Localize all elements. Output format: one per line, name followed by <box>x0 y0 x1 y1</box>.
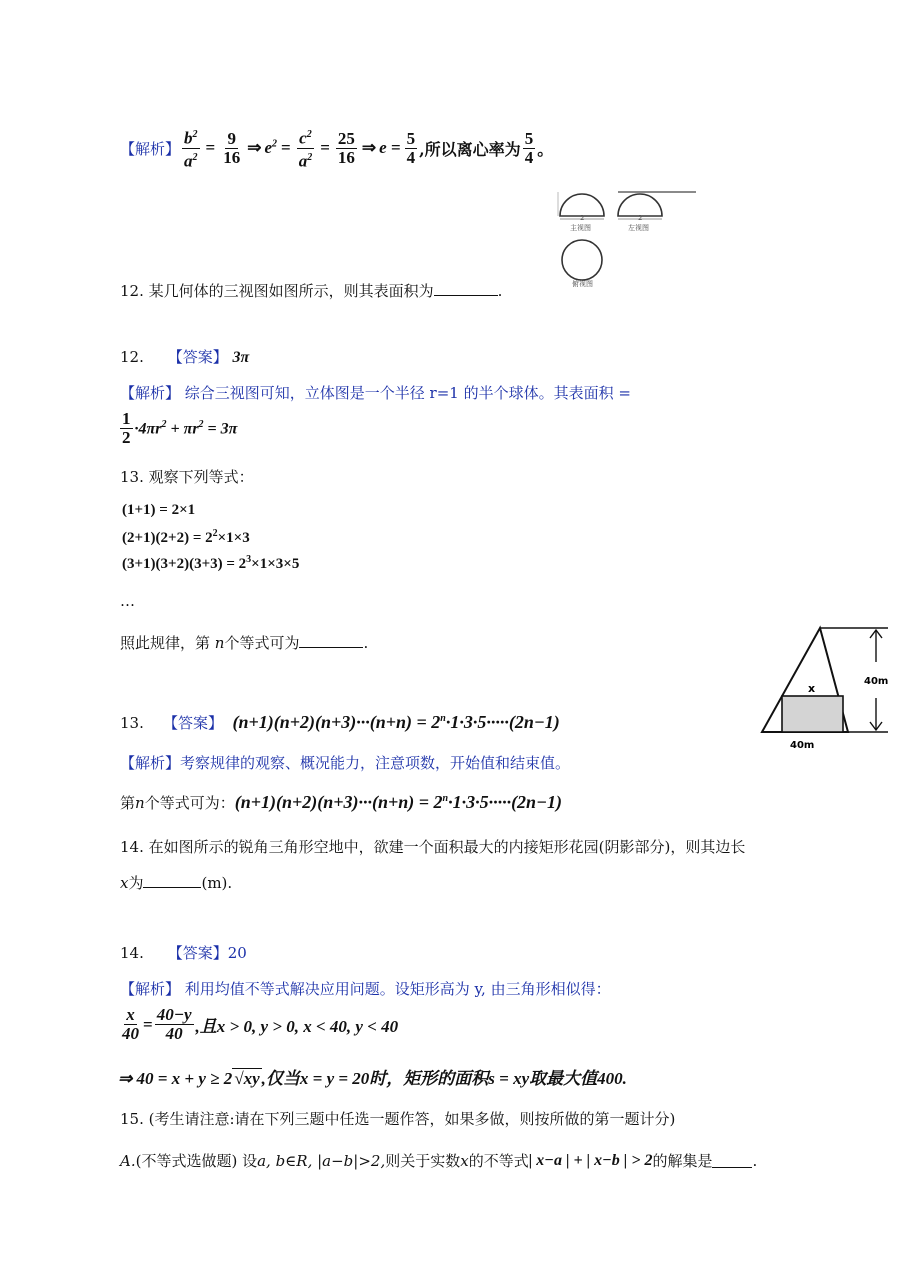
answer-blank <box>143 873 201 888</box>
q13-answer: 13. 【答案】 $(n+1)(n+2)(n+3)\cdot\cdot\cdot(n+n) = 2^n\cdot 1\cdot 3\cdot 5\cdot\cdot\cdot\cdot\cdot(2n-1)$ <box>120 712 560 732</box>
q14-question-line1: 14. 在如图所示的锐角三角形空地中，欲建一个面积最大的内接矩形花园(阴影部分)，则其边长 <box>120 838 746 856</box>
rect-width-label: x <box>808 682 816 695</box>
q14-formula2: ⇒ 40 = x + y ≥ 2 √xy ,仅当x = y = 20时，矩形的面积s = xy取最大值400. <box>118 1069 627 1088</box>
side-view-icon <box>618 194 662 222</box>
q13-eq1: (1+1) = 2×1 <box>122 502 196 518</box>
answer-value: 3π <box>232 349 250 366</box>
top-view-icon <box>562 240 602 280</box>
implies-sign: ⇒ <box>361 138 377 158</box>
q12-analysis <box>120 382 631 403</box>
analysis-text: 综合三视图可知，立体图是一个半径 r=1 的半个球体。其表面积 = <box>180 384 631 402</box>
fraction-9-16: $\frac{9}{16}$ <box>223 128 241 167</box>
top-view-label: 俯视图 <box>572 280 593 288</box>
front-dim: 2 <box>580 214 585 222</box>
answer-label: 【答案】 <box>167 348 228 366</box>
eccentricity-text: ,所以离心率为 <box>419 139 521 159</box>
analysis-text: 利用均值不等式解决应用问题。设矩形高为 y, 由三角形相似得： <box>180 980 611 998</box>
base-label: 40m <box>790 740 815 751</box>
fraction-5-4: $\frac{5}{4}$ <box>406 128 416 167</box>
fraction-c2-a2: $\frac{c^2}{a^2}$ <box>297 126 315 170</box>
answer-value: 20 <box>227 944 247 962</box>
q13-analysis <box>120 752 570 773</box>
q14-question-line2: x为 (m). <box>120 874 233 892</box>
analysis-label: 【解析】 <box>120 384 181 402</box>
q14-answer: 14. 【答案】20 <box>120 944 247 962</box>
q13-result: 第 n 个等式可为： $(n+1)(n+2)(n+3)\cdot\cdot\cdot(n+n) = 2^n\cdot 1\cdot 3\cdot 5\cdot\cdot\cdot\cdot\cdot(2n-1)$ <box>120 792 562 812</box>
analysis-label: 【解析】 <box>120 139 181 158</box>
q11-analysis <box>120 126 553 170</box>
q12-answer: 12. 【答案】 3π <box>120 348 250 366</box>
front-view-label: 主视图 <box>570 224 591 232</box>
equals-sign: = <box>205 138 216 158</box>
q13-question: 13. 观察下列等式： <box>120 468 254 486</box>
answer-blank <box>712 1153 752 1168</box>
fraction-25-16: $\frac{25}{16}$ <box>337 128 355 167</box>
q15-option-a: A. (不等式选做题) 设 a, b∈R, |a−b|>2, 则关于实数 x 的不等式 | x−a | + | x−b | > 2 的解集是 . <box>120 1151 758 1170</box>
fraction-5-4-result: $\frac{5}{4}$ <box>524 128 534 167</box>
answer-label: 【答案】 <box>162 714 223 732</box>
front-view-icon <box>560 194 604 222</box>
triangle-figure <box>756 622 906 752</box>
answer-label: 【答案】 <box>167 944 228 962</box>
q12-question: 12. 某几何体的三视图如图所示，则其表面积为 . <box>120 282 503 300</box>
e-squared: $e^2$ <box>264 138 277 158</box>
side-dim: 2 <box>638 214 643 222</box>
e-equals: e = <box>379 138 401 158</box>
three-view-figure <box>540 186 700 290</box>
q14-formula1: $\frac{x}{40}$ = $\frac{40-y}{40}$ ,且x > 0, y > 0, x < 40, y < 40 <box>122 1005 399 1043</box>
analysis-text: 考察规律的观察、概况能力，注意项数，开始值和结束值。 <box>180 754 571 772</box>
result-formula: $(n+1)(n+2)(n+3)\cdot\cdot\cdot(n+n) = 2^n\cdot 1\cdot 3\cdot 5\cdot\cdot\cdot\cdot\cdot(2n-1)$ <box>234 792 562 812</box>
q13-eq2: $(2+1)(2+2) = 2^2\times 1\times 3$ <box>122 528 250 546</box>
q13-eq3: $(3+1)(3+2)(3+3) = 2^3\times 1\times 3\times 5$ <box>122 554 300 572</box>
q14-analysis <box>120 978 611 999</box>
period: 。 <box>537 139 554 159</box>
inscribed-rectangle <box>782 696 843 732</box>
height-label: 40m <box>864 676 889 687</box>
q13-ellipsis: … <box>120 592 135 610</box>
answer-blank <box>434 281 498 296</box>
fraction-b2-a2: $\frac{b^2}{a^2}$ <box>182 126 200 170</box>
side-view-label: 左视图 <box>628 224 649 232</box>
implies-sign: ⇒ <box>247 138 262 158</box>
analysis-label: 【解析】 <box>120 754 181 772</box>
equals-sign: = <box>320 138 330 158</box>
analysis-label: 【解析】 <box>120 980 181 998</box>
q15-intro: 15. (考生请注意:请在下列三题中任选一题作答，如果多做，则按所做的第一题计分) <box>120 1110 676 1128</box>
answer-formula: $(n+1)(n+2)(n+3)\cdot\cdot\cdot(n+n) = 2^n\cdot 1\cdot 3\cdot 5\cdot\cdot\cdot\cdot\cdot(2n-1)$ <box>232 712 560 732</box>
answer-blank <box>299 633 363 648</box>
q13-rule: 照此规律，第 n个等式可为 . <box>120 634 369 652</box>
equals-sign: = <box>281 138 291 158</box>
q12-formula: $\frac{1}{2}$ $\cdot 4\pi r^2 + \pi r^2 = 3\pi$ <box>122 409 238 447</box>
inequality: | x−a | + | x−b | > 2 <box>528 1151 653 1169</box>
